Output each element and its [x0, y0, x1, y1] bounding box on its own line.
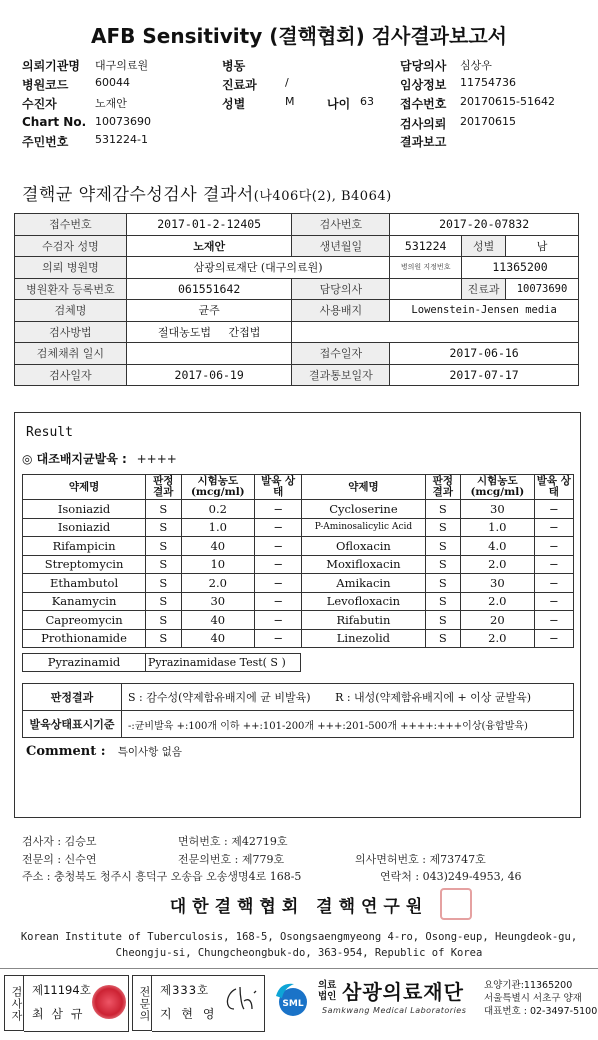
notify-date: 2017-07-17	[390, 364, 579, 386]
institute-name: 대한결핵협회 결핵연구원	[169, 897, 429, 917]
left-judge-cell: S	[146, 518, 181, 537]
left-drug-cell: Isoniazid	[23, 500, 146, 519]
patient-info-table	[14, 213, 579, 386]
right-judge-cell: S	[425, 555, 460, 574]
collect-label: 검체채취 일시	[15, 343, 127, 365]
test-date: 2017-06-19	[126, 364, 292, 386]
left-conc-cell: 1.0	[181, 518, 255, 537]
test-no-label: 검사번호	[292, 214, 390, 236]
left-drug-cell: Rifampicin	[23, 537, 146, 556]
left-judge-cell: S	[146, 629, 181, 648]
license-1: 면허번호 : 제42719호	[178, 835, 288, 848]
tester-name: 최 삼 규	[32, 1007, 85, 1021]
left-judge-cell: S	[146, 500, 181, 519]
hospital-label: 의뢰 병원명	[15, 257, 127, 279]
judge-key: 판정결과	[23, 684, 122, 711]
method-label: 검사방법	[15, 321, 127, 343]
right-growth-cell: −	[534, 574, 573, 593]
left-drug-cell: Prothionamide	[23, 629, 146, 648]
right-growth-cell: −	[534, 518, 573, 537]
institute-seal	[440, 888, 472, 920]
left-conc-cell: 30	[181, 592, 255, 611]
header-v2b-row-2: 63	[360, 95, 374, 108]
right-drug-cell: Ofloxacin	[302, 537, 425, 556]
control-label: ◎ 대조배지균발육 :	[22, 452, 127, 466]
right-conc-cell: 1.0	[461, 518, 535, 537]
left-drug-cell: Ethambutol	[23, 574, 146, 593]
left-judge-cell: S	[146, 611, 181, 630]
doctor-label: 담당의사	[292, 278, 390, 300]
lab-phone: 대표번호 : 02-3497-5100	[484, 1006, 598, 1017]
right-judge-cell: S	[425, 629, 460, 648]
comment	[26, 744, 182, 759]
specimen: 균주	[126, 300, 292, 322]
reg-label: 병원환자 등록번호	[15, 278, 127, 300]
hosp-code: 11365200	[462, 257, 579, 279]
left-judge-cell: S	[146, 574, 181, 593]
drug-row	[23, 592, 574, 611]
header-k3-row-0: 담당의사	[400, 59, 447, 73]
drug-row	[23, 537, 574, 556]
header-judge-2: 판정 결과	[425, 475, 460, 500]
left-drug-cell: Capreomycin	[23, 611, 146, 630]
certificate-code: (나406다(2), B4064)	[253, 189, 392, 204]
tester-vertical-label: 검사자	[4, 975, 24, 1031]
left-judge-cell: S	[146, 555, 181, 574]
growth-key: 발육상태표시기준	[23, 711, 122, 738]
right-judge-cell: S	[425, 518, 460, 537]
comment-label: Comment :	[26, 744, 106, 759]
drug-row	[23, 629, 574, 648]
right-growth-cell: −	[534, 537, 573, 556]
reg-no: 061551642	[126, 278, 292, 300]
header-growth: 발육 상태	[255, 475, 302, 500]
left-growth-cell: −	[255, 592, 302, 611]
license-2: 전문의번호 : 제779호	[178, 853, 285, 866]
birth-label: 생년월일	[292, 235, 390, 257]
expert-vertical-label: 전문의	[132, 975, 152, 1031]
left-growth-cell: −	[255, 629, 302, 648]
right-conc-cell: 2.0	[461, 629, 535, 648]
hospital: 삼광의료재단 (대구의료원)	[126, 257, 389, 279]
header-conc: 시험농도 (mcg/ml)	[181, 475, 255, 500]
header-drug-2: 약제명	[302, 475, 425, 500]
left-drug-cell: Isoniazid	[23, 518, 146, 537]
left-drug-cell: Kanamycin	[23, 592, 146, 611]
accept-no-label: 접수번호	[15, 214, 127, 236]
header-k1-row-0: 의뢰기관명	[22, 59, 80, 73]
right-drug-cell: P-Aminosalicylic Acid	[302, 518, 425, 537]
expert-no: 제333호	[160, 983, 210, 997]
right-growth-cell: −	[534, 555, 573, 574]
hosp-code-label: 병의원 지정번호	[390, 257, 462, 279]
right-conc-cell: 4.0	[461, 537, 535, 556]
lab-english: Samkwang Medical Laboratories	[322, 1006, 467, 1015]
header-judge: 판정 결과	[146, 475, 181, 500]
drug-rows	[23, 500, 574, 648]
header-v3-row-2: 20170615-51642	[460, 95, 555, 108]
header-v1-row-1: 60044	[95, 76, 130, 89]
certificate-title	[22, 180, 392, 205]
header-v1-row-4: 531224-1	[95, 133, 148, 146]
sensitivity-table	[22, 474, 574, 648]
header-k1-row-3: Chart No.	[22, 115, 87, 129]
pza-label: Pyrazinamid	[22, 653, 146, 672]
receive-label: 접수일자	[292, 343, 390, 365]
header-k2-row-1: 진료과	[222, 78, 257, 92]
left-conc-cell: 2.0	[181, 574, 255, 593]
contact: 연락처 : 043)249-4953, 46	[380, 870, 522, 883]
header-k3-row-4: 결과보고	[400, 135, 447, 149]
tester-seal	[92, 985, 126, 1019]
sml-logo-text: SML	[282, 999, 304, 1009]
header-k1-row-1: 병원코드	[22, 78, 69, 92]
header-k3-row-1: 임상정보	[400, 78, 447, 92]
tester: 검사자 : 김승모	[22, 835, 97, 848]
result-label: Result	[26, 425, 73, 440]
left-judge-cell: S	[146, 537, 181, 556]
header-v1-row-0: 대구의료원	[95, 59, 149, 72]
license-3: 의사면허번호 : 제73747호	[355, 853, 486, 866]
specimen-label: 검체명	[15, 300, 127, 322]
comment-text: 특이사항 없음	[117, 746, 182, 758]
left-conc-cell: 40	[181, 611, 255, 630]
right-growth-cell: −	[534, 500, 573, 519]
media-label: 사용배지	[292, 300, 390, 322]
left-growth-cell: −	[255, 555, 302, 574]
left-growth-cell: −	[255, 518, 302, 537]
lab-name: 삼광의료재단	[342, 980, 464, 1004]
header-k1-row-2: 수진자	[22, 97, 57, 111]
drug-row	[23, 518, 574, 537]
right-judge-cell: S	[425, 500, 460, 519]
right-growth-cell: −	[534, 611, 573, 630]
control-growth	[22, 450, 177, 467]
tester-no: 제11194호	[32, 983, 91, 997]
test-no: 2017-20-07832	[390, 214, 579, 236]
right-judge-cell: S	[425, 592, 460, 611]
certificate-title-main: 결핵균 약제감수성검사 결과서	[22, 185, 254, 205]
drug-row	[23, 574, 574, 593]
right-conc-cell: 30	[461, 574, 535, 593]
pza-value: Pyrazinamidase Test( S )	[145, 653, 301, 672]
method-absolute: 절대농도법	[157, 325, 212, 339]
header-v3-row-1: 11754736	[460, 76, 516, 89]
collect	[126, 343, 292, 365]
accept-no: 2017-01-2-12405	[126, 214, 292, 236]
judge-r: R : 내성(약제함유배지에 + 이상 균발육)	[335, 691, 532, 704]
sex-label: 성별	[462, 235, 506, 257]
right-drug-cell: Linezolid	[302, 629, 425, 648]
right-drug-cell: Rifabutin	[302, 611, 425, 630]
left-growth-cell: −	[255, 574, 302, 593]
left-growth-cell: −	[255, 537, 302, 556]
english-address-1: Korean Institute of Tuberculosis, 168-5, Osongsaengmyeong 4-ro, Osong-eup, Heungdeok-gu,	[20, 931, 578, 943]
left-judge-cell: S	[146, 592, 181, 611]
sex: 남	[506, 235, 579, 257]
testdate-label: 검사일자	[15, 364, 127, 386]
control-value: ++++	[136, 452, 177, 466]
method-indirect: 간접법	[228, 325, 261, 339]
lab-code: 요양기관:11365200	[484, 980, 573, 991]
doctor	[390, 278, 462, 300]
right-conc-cell: 20	[461, 611, 535, 630]
name-label: 수검자 성명	[15, 235, 127, 257]
growth-legend: -:균비발육 +:100개 이하 ++:101-200개 +++:201-500개 ++++:+++이상(융합발육)	[122, 711, 574, 738]
media: Lowenstein-Jensen media	[390, 300, 579, 322]
left-conc-cell: 10	[181, 555, 255, 574]
header-v1-row-3: 10073690	[95, 115, 151, 128]
right-judge-cell: S	[425, 574, 460, 593]
header-conc-2: 시험농도 (mcg/ml)	[461, 475, 535, 500]
right-judge-cell: S	[425, 537, 460, 556]
right-conc-cell: 2.0	[461, 592, 535, 611]
expert-signature	[222, 983, 258, 1017]
lab-address: 서울특별시 서초구 양재	[484, 993, 582, 1004]
header-k2b-row-2: 나이	[327, 97, 351, 111]
notify-label: 결과통보일자	[292, 364, 390, 386]
header-k2-row-0: 병동	[222, 59, 246, 73]
right-drug-cell: Amikacin	[302, 574, 425, 593]
patient-name: 노재안	[126, 235, 292, 257]
method	[126, 321, 292, 343]
method-blank	[292, 321, 579, 343]
birth: 531224	[390, 235, 462, 257]
dept: 10073690	[506, 278, 579, 300]
header-k3-row-3: 검사의뢰	[400, 117, 447, 131]
right-drug-cell: Cycloserine	[302, 500, 425, 519]
right-conc-cell: 30	[461, 500, 535, 519]
left-conc-cell: 40	[181, 629, 255, 648]
header-v2-row-1: /	[285, 76, 289, 89]
english-address-2: Cheongju-si, Chungcheongbuk-do, 363-954, Republic of Korea	[115, 947, 483, 959]
header-v1-row-2: 노재안	[95, 97, 127, 110]
legend-table	[22, 683, 574, 738]
header-v3-row-3: 20170615	[460, 115, 516, 128]
header-v3-row-0: 심상우	[460, 59, 492, 72]
right-drug-cell: Moxifloxacin	[302, 555, 425, 574]
judge-s: S : 감수성(약제함유배지에 균 비발육)	[128, 691, 311, 704]
header-k3-row-2: 접수번호	[400, 97, 447, 111]
header-growth-2: 발육 상태	[534, 475, 573, 500]
header-k2-row-2: 성별	[222, 97, 246, 111]
header-drug: 약제명	[23, 475, 146, 500]
expert-name: 지 현 영	[160, 1007, 218, 1021]
right-growth-cell: −	[534, 592, 573, 611]
receive-date: 2017-06-16	[390, 343, 579, 365]
header-k1-row-4: 주민번호	[22, 135, 69, 149]
left-conc-cell: 40	[181, 537, 255, 556]
drug-row	[23, 611, 574, 630]
address: 주소 : 충청북도 청주시 흥덕구 오송읍 오송생명4로 168-5	[22, 870, 302, 883]
header-v2-row-2: M	[285, 95, 295, 108]
right-conc-cell: 2.0	[461, 555, 535, 574]
drug-row	[23, 500, 574, 519]
left-conc-cell: 0.2	[181, 500, 255, 519]
left-drug-cell: Streptomycin	[23, 555, 146, 574]
left-growth-cell: −	[255, 500, 302, 519]
drug-row	[23, 555, 574, 574]
lab-legal: 의료법인	[318, 980, 337, 1002]
report-title: AFB Sensitivity (결핵협회) 검사결과보고서	[91, 24, 507, 48]
expert: 전문의 : 신수연	[22, 853, 97, 866]
right-growth-cell: −	[534, 629, 573, 648]
judge-legend	[122, 684, 574, 711]
left-growth-cell: −	[255, 611, 302, 630]
right-judge-cell: S	[425, 611, 460, 630]
sml-logo-icon	[270, 978, 316, 1024]
right-drug-cell: Levofloxacin	[302, 592, 425, 611]
dept-label: 진료과	[462, 278, 506, 300]
